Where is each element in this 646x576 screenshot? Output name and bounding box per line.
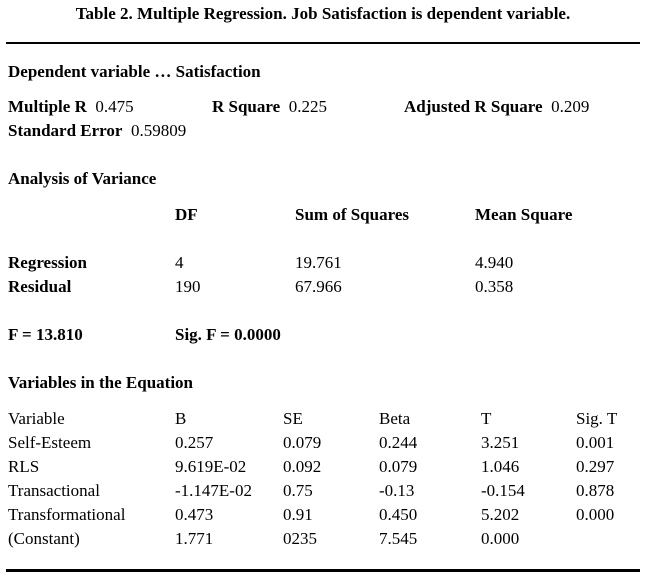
- var-cell: Transactional: [8, 481, 100, 500]
- top-rule: [6, 42, 640, 44]
- var-cell: 0.092: [283, 457, 322, 476]
- var-cell: 0.297: [576, 457, 615, 476]
- var-cell: -1.147E-02: [175, 481, 252, 500]
- var-cell: 0.000: [576, 505, 615, 524]
- anova-header-df: DF: [175, 205, 198, 224]
- multiple-r: [8, 97, 134, 117]
- anova-row-df: 4: [175, 253, 184, 272]
- adjusted-r-square-label: Adjusted R Square: [404, 97, 543, 116]
- var-cell: 3.251: [481, 433, 520, 452]
- multiple-r-label: Multiple R: [8, 97, 87, 116]
- variables-heading: Variables in the Equation: [8, 373, 193, 392]
- var-cell: Self-Esteem: [8, 433, 92, 452]
- var-header-variable: Variable: [8, 409, 65, 428]
- r-square-label: R Square: [212, 97, 281, 116]
- var-header-se: SE: [283, 409, 303, 428]
- var-cell: 0.91: [283, 505, 313, 524]
- var-cell: -0.13: [379, 481, 415, 500]
- var-cell: 0.000: [481, 529, 520, 548]
- var-header-b: B: [175, 409, 187, 428]
- var-header-sig-t: Sig. T: [576, 409, 618, 428]
- var-cell: 0235: [283, 529, 317, 548]
- table-title: Table 2. Multiple Regression. Job Satisfaction is dependent variable.: [75, 4, 571, 23]
- var-header-t: T: [481, 409, 492, 428]
- r-square: [212, 97, 327, 117]
- var-cell: 0.001: [576, 433, 615, 452]
- var-cell: 0.450: [379, 505, 418, 524]
- anova-row-label: Residual: [8, 277, 72, 296]
- var-cell: 5.202: [481, 505, 520, 524]
- var-cell: Transformational: [8, 505, 126, 524]
- var-cell: RLS: [8, 457, 40, 476]
- var-cell: 9.619E-02: [175, 457, 247, 476]
- standard-error: [8, 121, 186, 141]
- anova-row-ms: 4.940: [475, 253, 514, 272]
- var-cell: 0.244: [379, 433, 418, 452]
- var-cell: (Constant): [8, 529, 80, 548]
- f-statistic: F = 13.810: [8, 325, 83, 344]
- standard-error-label: Standard Error: [8, 121, 123, 140]
- r-square-value: 0.225: [288, 97, 327, 116]
- standard-error-value: 0.59809: [130, 121, 187, 140]
- adjusted-r-square-value: 0.209: [551, 97, 590, 116]
- var-cell: 0.75: [283, 481, 313, 500]
- var-cell: 1.046: [481, 457, 520, 476]
- anova-row-ms: 0.358: [475, 277, 514, 296]
- var-cell: -0.154: [481, 481, 525, 500]
- bottom-rule: [6, 569, 640, 572]
- var-header-beta: Beta: [379, 409, 411, 428]
- dependent-variable-label: Dependent variable … Satisfaction: [8, 62, 261, 81]
- var-cell: 7.545: [379, 529, 418, 548]
- var-cell: 0.257: [175, 433, 214, 452]
- sig-f: Sig. F = 0.0000: [175, 325, 281, 344]
- anova-row-label: Regression: [8, 253, 88, 272]
- var-cell: 1.771: [175, 529, 214, 548]
- anova-row-ss: 67.966: [295, 277, 342, 296]
- anova-heading: Analysis of Variance: [8, 169, 157, 188]
- anova-header-ss: Sum of Squares: [295, 205, 409, 224]
- anova-row-ss: 19.761: [295, 253, 342, 272]
- var-cell: 0.079: [283, 433, 322, 452]
- var-cell: 0.878: [576, 481, 615, 500]
- var-cell: 0.079: [379, 457, 418, 476]
- anova-row-df: 190: [175, 277, 201, 296]
- multiple-r-value: 0.475: [95, 97, 134, 116]
- adjusted-r-square: [404, 97, 589, 117]
- anova-header-ms: Mean Square: [475, 205, 573, 224]
- var-cell: 0.473: [175, 505, 214, 524]
